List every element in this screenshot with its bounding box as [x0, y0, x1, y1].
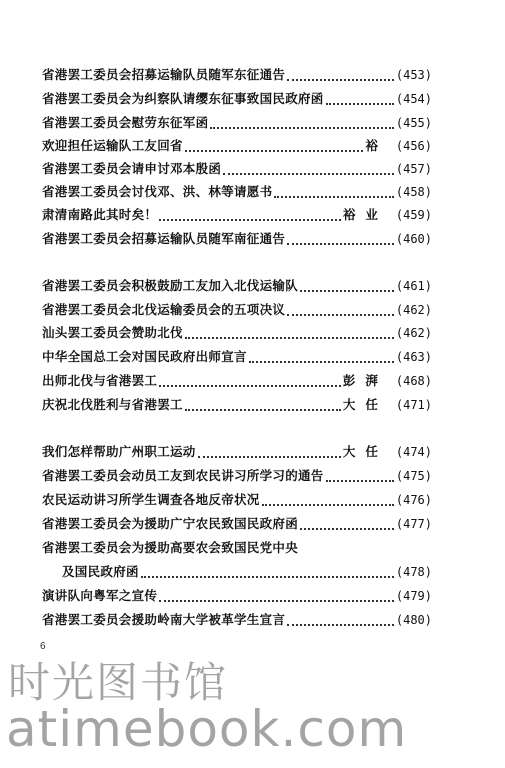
- entry-title: 农民运动讲习所学生调查各地反帝状况: [42, 492, 260, 507]
- entry-title: 演讲队向粤军之宣传: [42, 588, 158, 603]
- toc-entry: [42, 609, 432, 631]
- watermark-chinese: 时光图书馆: [8, 658, 229, 707]
- leader-dots: [287, 69, 394, 81]
- entry-page: (462): [395, 326, 432, 340]
- leader-dots: [159, 590, 394, 602]
- entry-page: (461): [395, 279, 432, 293]
- entry-page: (462): [395, 303, 432, 317]
- toc-entry: [42, 585, 432, 607]
- toc-entry: [42, 88, 432, 110]
- entry-author: 大任: [342, 397, 388, 412]
- entry-page: (463): [395, 350, 432, 364]
- entry-title: 汕头罢工委员会赞助北伐: [42, 325, 183, 340]
- leader-dots: [274, 186, 393, 198]
- entry-title: 庆祝北伐胜利与省港罢工: [42, 397, 183, 412]
- leader-dots: [185, 140, 364, 152]
- entry-title: 省港罢工委员会为援助高要农会致国民党中央: [42, 540, 299, 555]
- toc-entry: [42, 275, 432, 297]
- entry-title: 省港罢工委员会请申讨邓本殷函: [42, 161, 222, 176]
- leader-dots: [287, 233, 394, 245]
- toc-entry: [42, 394, 432, 416]
- leader-dots: [300, 543, 430, 553]
- toc-entry: [42, 370, 432, 392]
- entry-title: 省港罢工委员会招募运输队员随军南征通告: [42, 231, 286, 246]
- toc-entry: [42, 299, 432, 321]
- entry-author: 裕: [365, 138, 388, 153]
- entry-title: 肃清南路此其时矣！: [42, 207, 158, 222]
- entry-author: 裕业: [342, 207, 388, 222]
- entry-title: 及国民政府函: [62, 564, 139, 579]
- toc-entry: [42, 64, 432, 86]
- entry-title: 省港罢工委员会讨伐邓、洪、林等请愿书: [42, 184, 273, 199]
- toc-entry: [42, 489, 432, 511]
- toc-entry: [42, 204, 432, 226]
- entry-title: 中华全国总工会对国民政府出师宣言: [42, 349, 247, 364]
- toc-entry: [42, 135, 432, 157]
- entry-title: 省港罢工委员会积极鼓励工友加入北伐运输队: [42, 278, 299, 293]
- toc-entry: [42, 441, 432, 463]
- entry-page: (459): [395, 208, 432, 222]
- entry-page: (455): [395, 116, 432, 130]
- entry-title: 省港罢工委员会慰劳东征军函: [42, 115, 209, 130]
- entry-page: (460): [395, 232, 432, 246]
- entry-title: 省港罢工委员会北伐运输委员会的五项决议: [42, 302, 286, 317]
- toc-entry-continuation: [62, 561, 432, 583]
- leader-dots: [262, 494, 394, 506]
- entry-page: (479): [395, 589, 432, 603]
- leader-dots: [185, 399, 341, 411]
- leader-dots: [326, 93, 394, 105]
- entry-page: (468): [395, 374, 432, 388]
- leader-dots: [223, 163, 394, 175]
- leader-dots: [185, 327, 394, 339]
- entry-page: (454): [395, 92, 432, 106]
- toc-entry: [42, 346, 432, 368]
- entry-page: (453): [395, 68, 432, 82]
- toc-entry: [42, 322, 432, 344]
- entry-title: 出师北伐与省港罢工: [42, 373, 158, 388]
- leader-dots: [141, 566, 394, 578]
- toc-entry: [42, 513, 432, 535]
- entry-title: 省港罢工委员会援助岭南大学被革学生宣言: [42, 612, 286, 627]
- entry-title: 欢迎担任运输队工友回省: [42, 138, 183, 153]
- toc-entry: [42, 112, 432, 134]
- toc-entry: [42, 228, 432, 250]
- entry-title: 省港罢工委员会招募运输队员随军东征通告: [42, 67, 286, 82]
- leader-dots: [300, 518, 394, 530]
- entry-page: (476): [395, 493, 432, 507]
- toc-entry: [42, 537, 432, 559]
- entry-author: 大任: [342, 444, 388, 459]
- leader-dots: [287, 304, 394, 316]
- entry-author: 彭湃: [342, 373, 388, 388]
- entry-title: 省港罢工委员会动员工友到农民讲习所学习的通告: [42, 468, 324, 483]
- entry-page: (456): [395, 139, 432, 153]
- leader-dots: [198, 446, 341, 458]
- entry-page: (475): [395, 469, 432, 483]
- toc-entry: [42, 181, 432, 203]
- watermark-url: atimebook.com: [6, 700, 408, 758]
- leader-dots: [159, 375, 341, 387]
- entry-page: (458): [395, 185, 432, 199]
- leader-dots: [300, 280, 394, 292]
- toc-entry: [42, 158, 432, 180]
- page-number: 6: [40, 641, 46, 652]
- leader-dots: [159, 209, 341, 221]
- entry-page: (478): [395, 565, 432, 579]
- entry-page: (457): [395, 162, 432, 176]
- entry-page: (471): [395, 398, 432, 412]
- toc-entry: [42, 465, 432, 487]
- entry-page: (477): [395, 517, 432, 531]
- leader-dots: [287, 614, 394, 626]
- entry-page: (480): [395, 613, 432, 627]
- leader-dots: [249, 351, 394, 363]
- leader-dots: [326, 470, 394, 482]
- entry-title: 省港罢工委员会为援助广宁农民致国民政府函: [42, 516, 299, 531]
- leader-dots: [210, 117, 393, 129]
- entry-title: 我们怎样帮助广州职工运动: [42, 444, 196, 459]
- entry-title: 省港罢工委员会为纠察队请缨东征事致国民政府函: [42, 91, 324, 106]
- entry-page: (474): [395, 445, 432, 459]
